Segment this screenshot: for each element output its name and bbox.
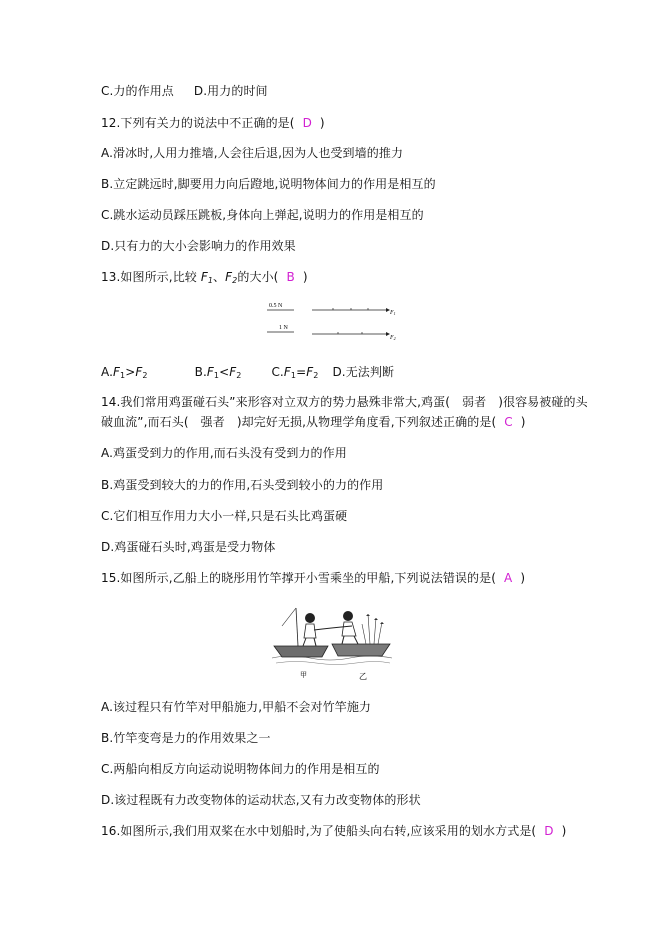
question-13-stem-end: 的大小( <box>237 270 279 284</box>
question-12-option-c: C.跳水运动员踩压跳板,身体向上弹起,说明力的作用是相互的 <box>101 208 424 222</box>
question-14-line-1: 14.我们常用鸡蛋碰石头”来形容对立双方的势力悬殊非常大,鸡蛋( 弱者 )很容易被碰的头 <box>101 395 588 409</box>
question-16: 16.如图所示,我们用双桨在水中划船时,为了使船头向右转,应该采用的划水方式是( D ) <box>101 824 567 838</box>
label-jia: 甲 <box>300 671 307 679</box>
boat-yi <box>332 644 390 656</box>
boat-jia <box>274 646 328 657</box>
option-d: D.无法判断 <box>332 365 395 379</box>
option-c: C.力的作用点 <box>101 84 174 98</box>
q11-options <box>101 83 268 99</box>
paren-close: ) <box>319 116 325 130</box>
figure-13-force-diagram <box>262 298 402 346</box>
paren-close: ) <box>302 270 308 284</box>
question-13 <box>101 269 308 285</box>
scale-label-0-5n: 0.5 N <box>269 303 283 309</box>
question-12-answer: D <box>302 116 312 130</box>
question-14-option-a: A.鸡蛋受到力的作用,而石头没有受到力的作用 <box>101 446 347 460</box>
question-16-answer: D <box>544 824 554 838</box>
scale-label-1n: 1 N <box>279 325 288 331</box>
label-f1: F1 <box>390 310 396 316</box>
label-f2: F2 <box>390 335 396 341</box>
force-f1: $F_1$ <box>200 270 214 285</box>
question-15-option-b: B.竹竿变弯是力的作用效果之一 <box>101 731 271 745</box>
reeds <box>362 614 382 644</box>
question-13-stem: 13.如图所示,比较 <box>101 270 197 284</box>
question-15: 15.如图所示,乙船上的晓彤用竹竿撑开小雪乘坐的甲船,下列说法错误的是( A ) <box>101 571 526 585</box>
question-13-options <box>101 364 394 380</box>
label-yi: 乙 <box>359 672 367 681</box>
option-d: D.用力的时间 <box>193 84 268 98</box>
question-13-answer: B <box>286 270 295 284</box>
question-12-option-b: B.立定跳远时,脚要用力向后蹬地,说明物体间力的作用是相互的 <box>101 177 436 191</box>
option-c: $C.F_1=F_2$ <box>271 365 319 380</box>
question-12-option-d: D.只有力的大小会影响力的作用效果 <box>101 239 296 253</box>
question-15-option-c: C.两船向相反方向运动说明物体间力的作用是相互的 <box>101 762 380 776</box>
child-left <box>305 613 315 623</box>
question-12-stem: 12.下列有关力的说法中不正确的是( <box>101 116 295 130</box>
separator: 、 <box>213 270 226 284</box>
question-12-option-a: A.滑冰时,人用力推墙,人会往后退,因为人也受到墙的推力 <box>101 146 404 160</box>
question-12 <box>101 115 325 131</box>
option-b: $B.F_1<F_2$ <box>194 365 242 380</box>
figure-15-boats-illustration <box>270 600 396 682</box>
force-f2: $F_2$ <box>225 270 238 285</box>
question-14-line-2: 破血流”,而石头( 强者 )却完好无损,从物理学角度看,下列叙述正确的是( C ) <box>101 415 526 429</box>
question-14-option-c: C.它们相互作用力大小一样,只是石头比鸡蛋硬 <box>101 509 348 523</box>
child-right <box>343 611 353 621</box>
question-14-answer: C <box>504 415 513 429</box>
option-a: $A.F_1>F_2$ <box>101 365 148 380</box>
question-15-option-a: A.该过程只有竹竿对甲船施力,甲船不会对竹竿施力 <box>101 700 372 714</box>
question-14-option-b: B.鸡蛋受到较大的力的作用,石头受到较小的力的作用 <box>101 478 384 492</box>
question-15-answer: A <box>504 571 513 585</box>
question-14-option-d: D.鸡蛋碰石头时,鸡蛋是受力物体 <box>101 540 276 554</box>
question-15-option-d: D.该过程既有力改变物体的运动状态,又有力改变物体的形状 <box>101 793 421 807</box>
